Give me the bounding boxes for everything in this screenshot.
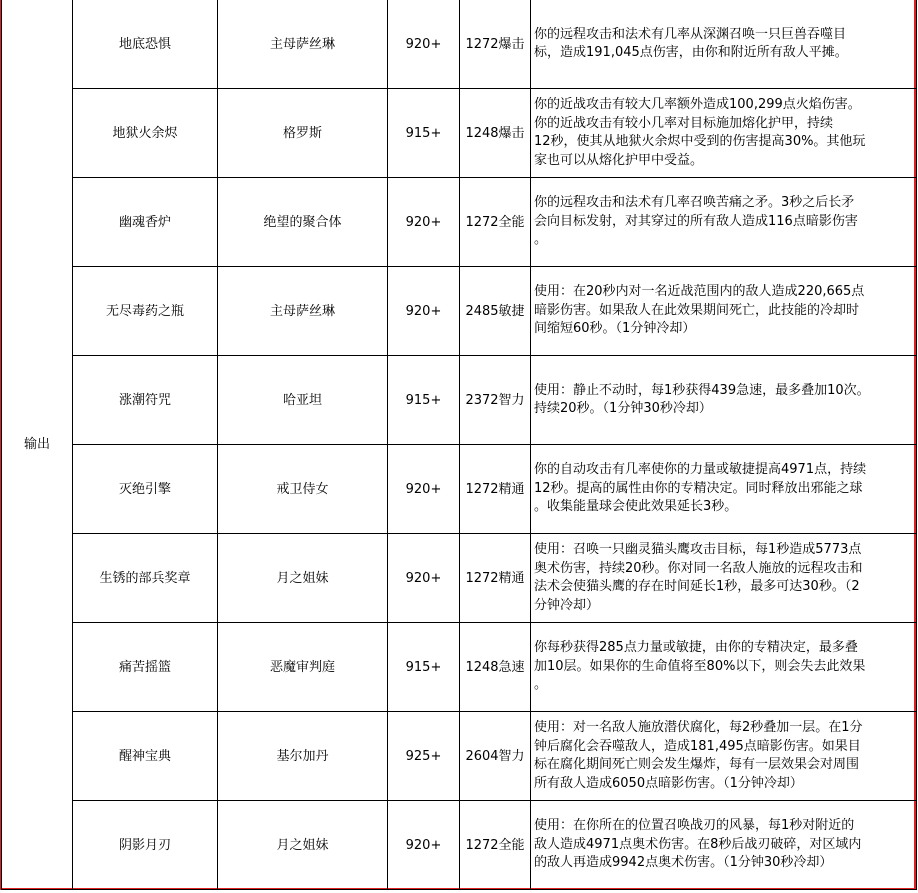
item-name-cell: 无尽毒药之瓶	[73, 267, 218, 356]
table-row	[2, 267, 917, 356]
item-name-cell: 生锈的部兵奖章	[73, 534, 218, 623]
stat-cell: 1248急速	[460, 623, 531, 712]
table-row	[2, 89, 917, 178]
description-cell: 使用：对一名敌人施放潜伏腐化，每2秒叠加一层。在1分 钟后腐化会吞噬敌人，造成181,495点暗影伤害。如果目 标在腐化期间死亡则会发生爆炸，每有一层效果会对周围 所有敌人造成6050点暗影伤害。（1分钟冷却）	[531, 712, 917, 801]
item-name-cell: 幽魂香炉	[73, 178, 218, 267]
item-level-cell: 925+	[388, 712, 460, 801]
item-level-cell: 915+	[388, 89, 460, 178]
item-level-cell: 915+	[388, 356, 460, 445]
boss-cell: 主母萨丝琳	[218, 267, 388, 356]
item-level-cell: 920+	[388, 178, 460, 267]
description-cell: 使用：静止不动时，每1秒获得439急速，最多叠加10次。 持续20秒。（1分钟30秒冷却）	[531, 356, 917, 445]
table-row	[2, 178, 917, 267]
boss-cell: 主母萨丝琳	[218, 0, 388, 89]
description-cell: 你的远程攻击和法术有几率召唤苦痛之矛。3秒之后长矛 会向目标发射，对其穿过的所有敌人造成116点暗影伤害 。	[531, 178, 917, 267]
table-row	[2, 445, 917, 534]
item-level-cell: 920+	[388, 445, 460, 534]
boss-cell: 月之姐妹	[218, 801, 388, 890]
stat-cell: 1272全能	[460, 801, 531, 890]
table-row	[2, 356, 917, 445]
table-row	[2, 623, 917, 712]
stat-cell: 1272全能	[460, 178, 531, 267]
item-level-cell: 920+	[388, 534, 460, 623]
item-name-cell: 阴影月刃	[73, 801, 218, 890]
item-level-cell: 915+	[388, 623, 460, 712]
item-name-cell: 地狱火余烬	[73, 89, 218, 178]
boss-cell: 格罗斯	[218, 89, 388, 178]
trinket-table	[1, 0, 917, 890]
table-row	[2, 801, 917, 890]
description-cell: 使用：召唤一只幽灵猫头鹰攻击目标，每1秒造成5773点 奥术伤害，持续20秒。你对同一名敌人施放的远程攻击和 法术会使猫头鹰的存在时间延长1秒，最多可达30秒。（2 分钟冷却）	[531, 534, 917, 623]
stat-cell: 1272精通	[460, 445, 531, 534]
table-row	[2, 0, 917, 89]
item-level-cell: 920+	[388, 801, 460, 890]
description-cell: 使用：在20秒内对一名近战范围内的敌人造成220,665点 暗影伤害。如果敌人在此效果期间死亡，此技能的冷却时 间缩短60秒。（1分钟冷却）	[531, 267, 917, 356]
item-name-cell: 醒神宝典	[73, 712, 218, 801]
stat-cell: 1248爆击	[460, 89, 531, 178]
item-name-cell: 灭绝引擎	[73, 445, 218, 534]
table-row	[2, 712, 917, 801]
item-name-cell: 涨潮符咒	[73, 356, 218, 445]
description-cell: 你每秒获得285点力量或敏捷，由你的专精决定，最多叠 加10层。如果你的生命值将至80%以下，则会失去此效果 。	[531, 623, 917, 712]
boss-cell: 基尔加丹	[218, 712, 388, 801]
stat-cell: 1272爆击	[460, 0, 531, 89]
item-name-cell: 痛苦摇篮	[73, 623, 218, 712]
item-level-cell: 920+	[388, 267, 460, 356]
description-cell: 你的远程攻击和法术有几率从深渊召唤一只巨兽吞噬目 标，造成191,045点伤害，由你和附近所有敌人平摊。	[531, 0, 917, 89]
stat-cell: 2372智力	[460, 356, 531, 445]
description-cell: 使用：在你所在的位置召唤战刃的风暴，每1秒对附近的 敌人造成4971点奥术伤害。在8秒后战刃破碎，对区域内 的敌人再造成9942点奥术伤害。（1分钟30秒冷却）	[531, 801, 917, 890]
table-row	[2, 534, 917, 623]
stat-cell: 1272精通	[460, 534, 531, 623]
boss-cell: 戒卫侍女	[218, 445, 388, 534]
boss-cell: 恶魔审判庭	[218, 623, 388, 712]
boss-cell: 哈亚坦	[218, 356, 388, 445]
boss-cell: 绝望的聚合体	[218, 178, 388, 267]
item-name-cell: 地底恐惧	[73, 0, 218, 89]
description-cell: 你的自动攻击有几率使你的力量或敏捷提高4971点，持续 12秒。提高的属性由你的专精决定。同时释放出邪能之球 。收集能量球会使此效果延长3秒。	[531, 445, 917, 534]
boss-cell: 月之姐妹	[218, 534, 388, 623]
category-cell: 输出	[2, 0, 73, 890]
stat-cell: 2604智力	[460, 712, 531, 801]
description-cell: 你的近战攻击有较大几率额外造成100,299点火焰伤害。 你的近战攻击有较小几率对目标施加熔化护甲，持续 12秒，使其从地狱火余烬中受到的伤害提高30%。其他玩 家也可以从熔化护甲中受益。	[531, 89, 917, 178]
stat-cell: 2485敏捷	[460, 267, 531, 356]
item-level-cell: 920+	[388, 0, 460, 89]
